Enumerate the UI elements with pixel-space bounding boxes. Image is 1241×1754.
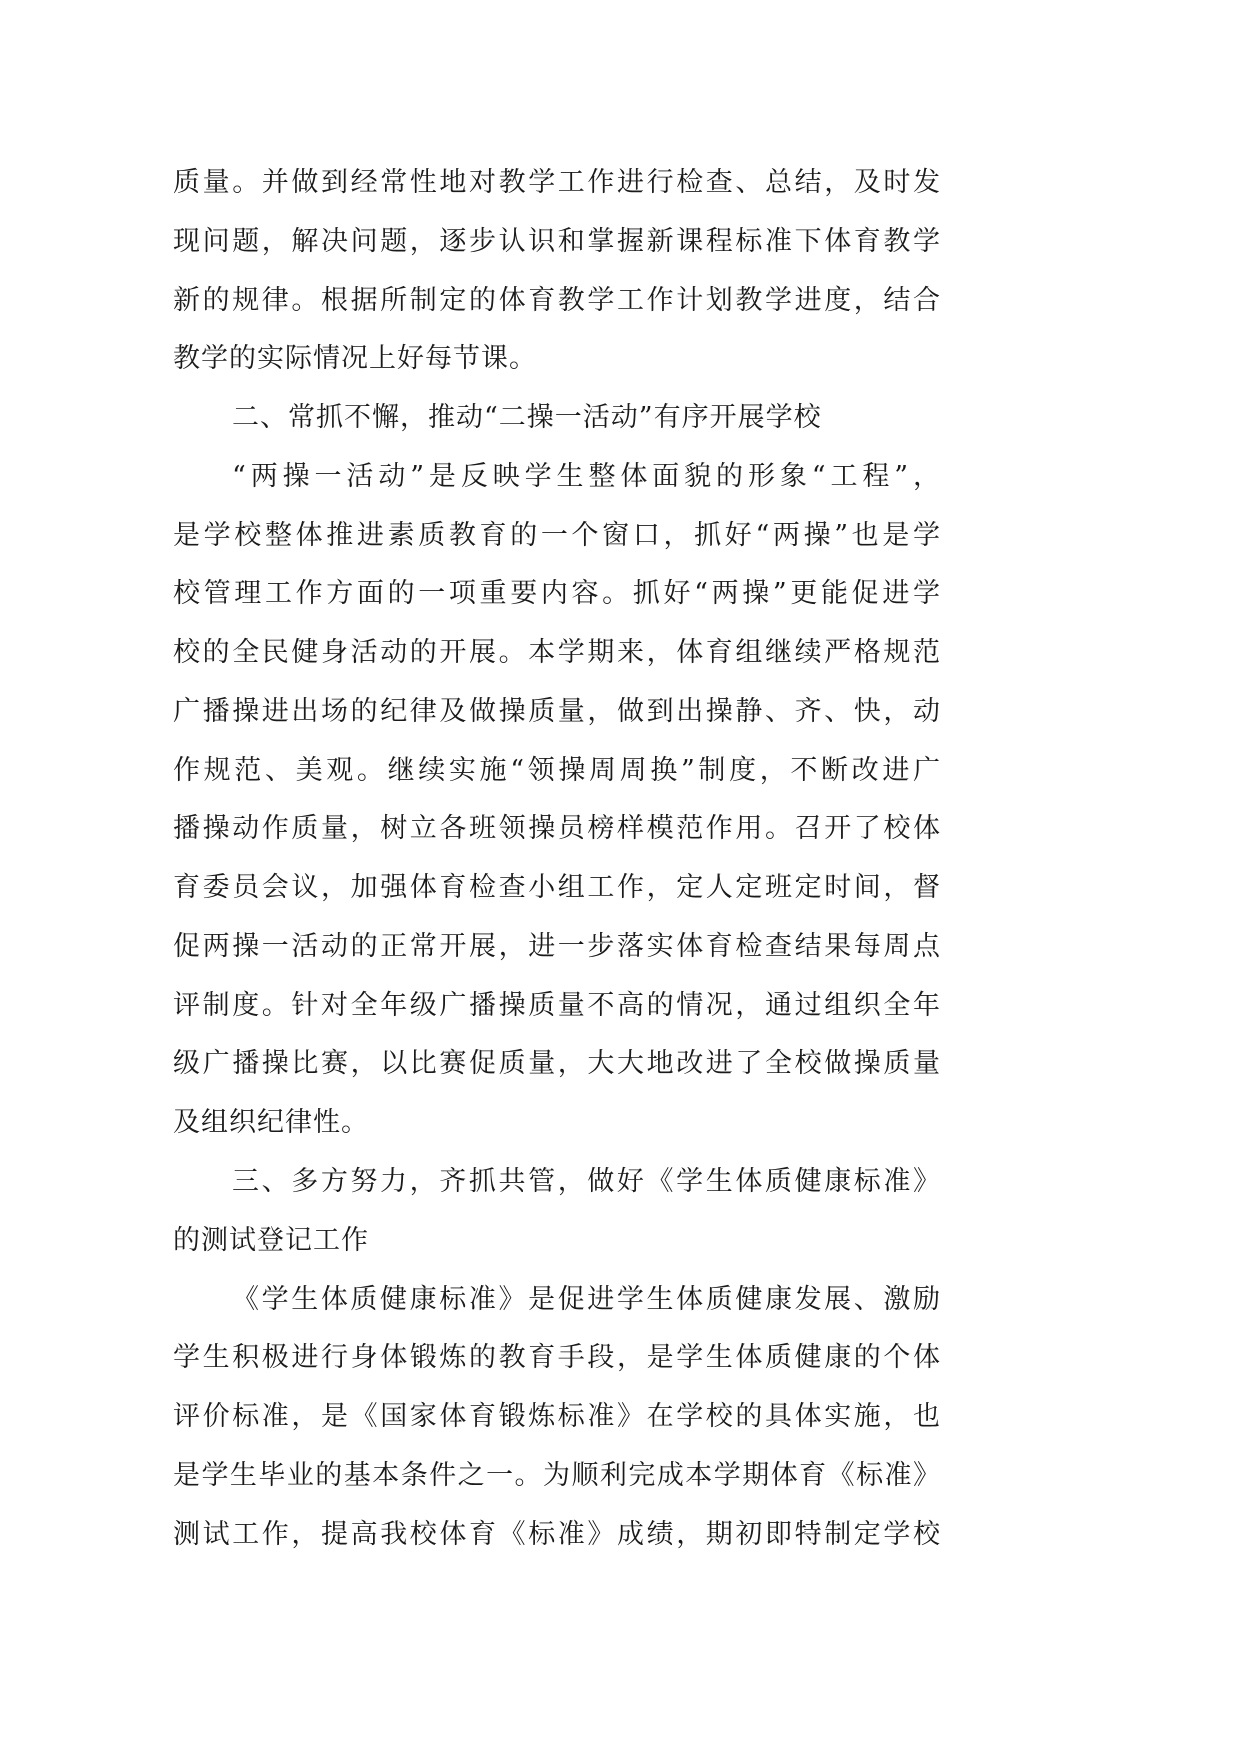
document-body [173, 154, 941, 1564]
text-line: 测试工作，提高我校体育《标准》成绩，期初即特制定学校 [173, 1518, 941, 1550]
text-line: 评价标准，是《国家体育锻炼标准》在学校的具体实施，也 [173, 1401, 941, 1433]
text-line: 广播操进出场的纪律及做操质量，做到出操静、齐、快，动 [173, 695, 941, 727]
text-line: 播操动作质量，树立各班领操员榜样模范作用。召开了校体 [173, 813, 941, 845]
paragraph [173, 448, 941, 1153]
text-line: 现问题，解决问题，逐步认识和掌握新课程标准下体育教学 [173, 225, 941, 257]
text-line: 质量。并做到经常性地对教学工作进行检查、总结，及时发 [173, 167, 941, 198]
text-line: 级广播操比赛，以比赛促质量，大大地改进了全校做操质量 [173, 1048, 941, 1080]
text-line: 育委员会议，加强体育检查小组工作，定人定班定时间，督 [173, 872, 941, 904]
text-line: 及组织纪律性。 [173, 1107, 369, 1139]
text-line: 是学校整体推进素质教育的一个窗口，抓好“两操”也是学 [173, 519, 941, 551]
text-line: 三、多方努力，齐抓共管，做好《学生体质健康标准》 [232, 1166, 941, 1198]
text-line: 学生积极进行身体锻炼的教育手段，是学生体质健康的个体 [173, 1342, 941, 1374]
text-line: 的测试登记工作 [173, 1224, 369, 1256]
text-line: 新的规律。根据所制定的体育教学工作计划教学进度，结合 [173, 284, 941, 316]
text-line: 是学生毕业的基本条件之一。为顺利完成本学期体育《标准》 [173, 1459, 941, 1491]
paragraph [173, 154, 941, 389]
section-heading [173, 1153, 941, 1271]
paragraph [173, 1271, 941, 1565]
section-heading [173, 389, 941, 448]
text-line: 校管理工作方面的一项重要内容。抓好“两操”更能促进学 [173, 578, 941, 610]
text-line: 校的全民健身活动的开展。本学期来，体育组继续严格规范 [173, 637, 941, 669]
text-line: 《学生体质健康标准》是促进学生体质健康发展、激励 [232, 1283, 941, 1315]
text-line: 评制度。针对全年级广播操质量不高的情况，通过组织全年 [173, 989, 941, 1021]
text-line: 二、常抓不懈，推动“二操一活动”有序开展学校 [232, 402, 822, 434]
text-line: “两操一活动”是反映学生整体面貌的形象“工程”， [232, 460, 941, 492]
text-line: 促两操一活动的正常开展，进一步落实体育检查结果每周点 [173, 930, 941, 962]
text-line: 作规范、美观。继续实施“领操周周换”制度，不断改进广 [173, 754, 941, 786]
text-line: 教学的实际情况上好每节课。 [173, 343, 537, 375]
